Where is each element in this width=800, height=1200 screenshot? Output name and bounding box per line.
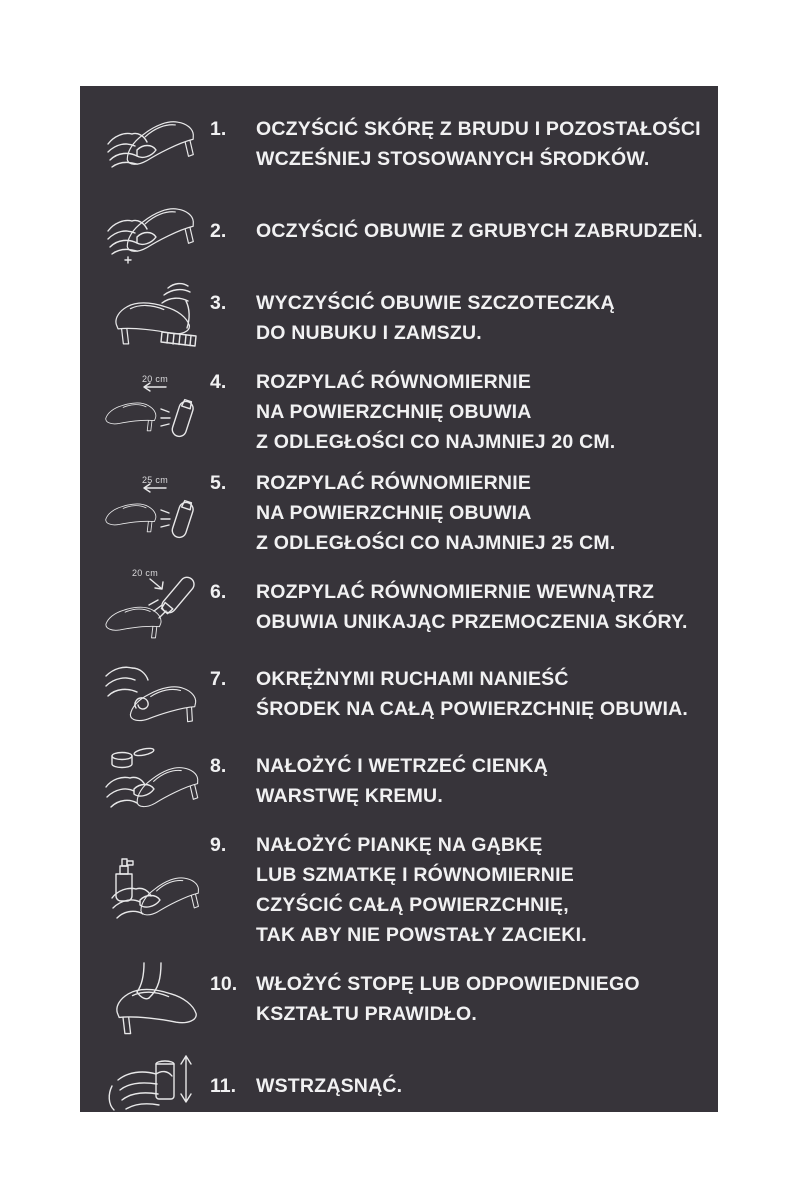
step-number: 10. — [210, 973, 238, 995]
hand-wipe-shoe-icon — [104, 106, 204, 182]
shake-can-icon — [104, 1048, 210, 1112]
distance-label: 20 cm — [142, 374, 169, 384]
step-text: ROZPYLAĆ RÓWNOMIERNIE NA POWIERZCHNIĘ OBUWIA Z ODLEGŁOŚCI CO NAJMNIEJ 25 CM. — [256, 472, 616, 554]
instruction-row — [104, 367, 706, 457]
step-number: 9. — [210, 834, 227, 856]
foot-into-shoe-icon — [104, 961, 210, 1037]
step-number: 1. — [210, 118, 227, 140]
step-text: NAŁOŻYĆ I WETRZEĆ CIENKĄ WARSTWĘ KREMU. — [256, 755, 548, 807]
step-number: 2. — [210, 220, 227, 242]
circular-apply-icon — [104, 656, 210, 732]
step-text: OKRĘŻNYMI RUCHAMI NANIEŚĆ ŚRODEK NA CAŁĄ POWIERZCHNIĘ OBUWIA. — [256, 668, 689, 720]
spray-distance-icon — [104, 475, 204, 551]
instruction-row — [104, 280, 706, 356]
spray-inside-shoe-icon — [104, 569, 204, 645]
instruction-row — [104, 1048, 706, 1112]
foam-bottle-shoe-icon — [104, 852, 210, 928]
hand-wipe-shoe-icon — [104, 193, 210, 269]
instruction-row — [104, 193, 706, 269]
spray-distance-icon — [104, 374, 204, 450]
shake-can-icon — [104, 1048, 204, 1112]
foot-into-shoe-icon — [104, 961, 204, 1037]
spray-inside-shoe-icon — [104, 569, 210, 645]
instruction-row — [104, 106, 706, 182]
brush-shoe-icon — [104, 280, 210, 356]
step-number: 5. — [210, 472, 227, 494]
step-text: NAŁOŻYĆ PIANKĘ NA GĄBKĘ LUB SZMATKĘ I RÓWNOMIERNIE CZYŚCIĆ CAŁĄ POWIERZCHNIĘ, TAK ABY NIE POWSTAŁY ZACIEKI. — [256, 834, 587, 946]
step-text: WYCZYŚCIĆ OBUWIE SZCZOTECZKĄ DO NUBUKU I ZAMSZU. — [256, 292, 615, 344]
cream-jar-shoe-icon — [104, 743, 210, 819]
distance-label: 25 cm — [142, 475, 169, 485]
instruction-row — [104, 569, 706, 645]
step-number: 8. — [210, 755, 227, 777]
brush-shoe-icon — [104, 280, 204, 356]
step-number: 11. — [210, 1075, 237, 1097]
circular-apply-icon — [104, 656, 204, 732]
step-text: OCZYŚCIĆ OBUWIE Z GRUBYCH ZABRUDZEŃ. — [256, 220, 704, 242]
instruction-row — [104, 468, 706, 558]
step-text: OCZYŚCIĆ SKÓRĘ Z BRUDU I POZOSTAŁOŚCI WCZEŚNIEJ STOSOWANYCH ŚRODKÓW. — [256, 118, 701, 170]
instruction-row — [104, 830, 706, 950]
step-text: WSTRZĄSNĄĆ. — [256, 1075, 403, 1097]
step-number: 4. — [210, 371, 227, 393]
step-number: 3. — [210, 292, 227, 314]
step-text: ROZPYLAĆ RÓWNOMIERNIE WEWNĄTRZ OBUWIA UNIKAJĄC PRZEMOCZENIA SKÓRY. — [256, 581, 688, 633]
step-number: 6. — [210, 581, 227, 603]
hand-wipe-shoe-icon — [104, 106, 210, 182]
instruction-row — [104, 961, 706, 1037]
cream-jar-shoe-icon — [104, 743, 204, 819]
spray-distance-icon — [104, 374, 210, 450]
distance-label: 20 cm — [132, 568, 159, 578]
step-text: ROZPYLAĆ RÓWNOMIERNIE NA POWIERZCHNIĘ OBUWIA Z ODLEGŁOŚCI CO NAJMNIEJ 20 CM. — [256, 371, 616, 453]
instruction-panel — [80, 86, 718, 1112]
step-text: WŁOŻYĆ STOPĘ LUB ODPOWIEDNIEGO KSZTAŁTU PRAWIDŁO. — [256, 973, 640, 1025]
step-number: 7. — [210, 668, 227, 690]
hand-wipe-shoe-icon — [104, 193, 204, 269]
foam-bottle-shoe-icon — [104, 852, 204, 928]
instruction-row — [104, 656, 706, 732]
spray-distance-icon — [104, 475, 210, 551]
instruction-row — [104, 743, 706, 819]
